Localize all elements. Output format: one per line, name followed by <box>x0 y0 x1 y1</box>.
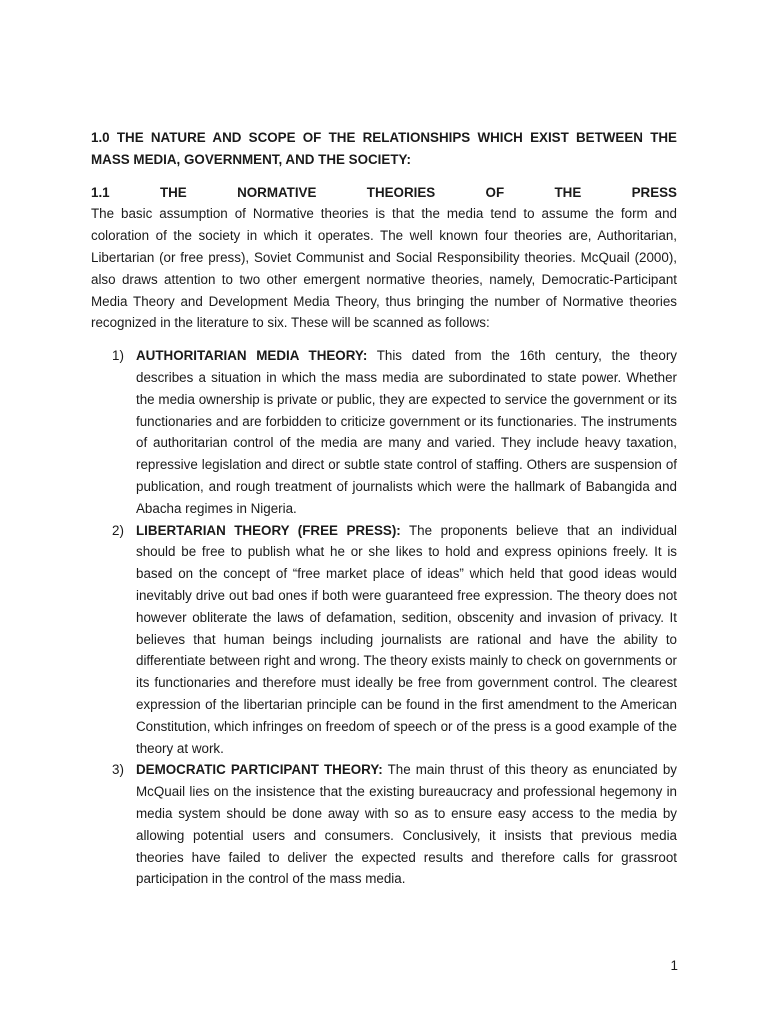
list-item <box>91 345 677 519</box>
list-item-text: The proponents believe that an individual should be free to publish what he or she likes to hold and express opinions freely. It is based on the concept of “free market place of ideas” which held that good ideas would inevitably drive out bad ones if both were guaranteed free expression. The theory does not however obliterate the laws of defamation, sedition, obscenity and invasion of privacy. It believes that human beings including journalists are rational and have the ability to differentiate between right and wrong. The theory exists mainly to check on governments or its functionaries and therefore must ideally be free from government control. The clearest expression of the libertarian principle can be found in the first amendment to the American Constitution, which infringes on freedom of speech or of the press is a good example of the theory at work. <box>136 522 678 756</box>
list-item-number: 1) <box>112 348 124 364</box>
list-item-number: 3) <box>112 762 124 778</box>
list-item-term: DEMOCRATIC PARTICIPANT THEORY: <box>136 762 383 778</box>
list-item <box>91 520 677 760</box>
list-item-number: 2) <box>112 522 124 538</box>
page-number: 1 <box>670 958 678 973</box>
section-heading: 1.0 THE NATURE AND SCOPE OF THE RELATIONSHIPS WHICH EXIST BETWEEN THE MASS MEDIA, GOVERNMENT, AND THE SOCIETY: <box>91 130 677 167</box>
document-body <box>91 127 677 890</box>
list-item-term: AUTHORITARIAN MEDIA THEORY: <box>136 348 368 364</box>
intro-paragraph: The basic assumption of Normative theories is that the media tend to assume the form and coloration of the society in which it operates. The well known four theories are, Authoritarian, Libertarian (or free press), Soviet Communist and Social Responsibility theories. McQuail (2000), also draws attention to two other emergent normative theories, namely, Democratic-Participant Media Theory and Development Media Theory, thus bringing the number of Normative theories recognized in the literature to six. These will be scanned as follows: <box>91 206 677 331</box>
list-item-text: This dated from the 16th century, the theory describes a situation in which the mass media are subordinated to state power. Whether the media ownership is private or public, they are expected to service the government or its functionaries and are forbidden to criticize government or its functionaries. The instruments of authoritarian control of the media are many and varied. They include heavy taxation, repressive legislation and direct or subtle state control of staffing. Others are suspension of publication, and rough treatment of journalists which were the hallmark of Babangida and Abacha regimes in Nigeria. <box>136 348 677 516</box>
list-item-text: The main thrust of this theory as enunciated by McQuail lies on the insistence that the existing bureaucracy and professional hegemony in media system should be done away with so as to ensure easy access to the media by allowing potential users and consumers. Conclusively, it insists that previous media theories have failed to deliver the expected results and therefore calls for grassroot participation in the control of the mass media. <box>136 762 677 887</box>
list-item <box>91 759 677 890</box>
theories-list <box>91 345 677 890</box>
subsection-heading: 1.1 THE NORMATIVE THEORIES OF THE PRESS <box>91 184 677 200</box>
list-item-term: LIBERTARIAN THEORY (FREE PRESS): <box>136 522 401 538</box>
